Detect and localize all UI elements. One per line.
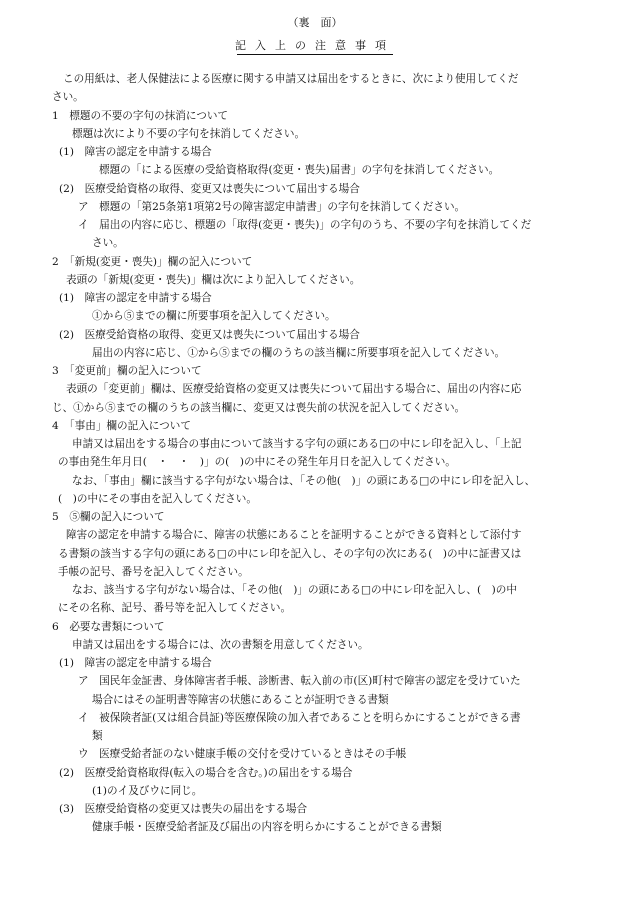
text-line: ア 国民年金証書、身体障害者手帳、診断書、転入前の市(区)町村で障害の認定を受けていた [78,675,521,687]
text-line: ( )の中にその事由を記入してください。 [58,493,257,505]
text-line: の事由発生年月日( ・ ・ )」の( )の中にその発生年月日を記入してください。 [58,456,456,468]
text-line: 健康手帳・医療受給者証及び届出の内容を明らかにすることができる書類 [92,821,442,833]
text-line: この用紙は、老人保健法による医療に関する申請又は届出をするときに、次により使用してくだ [63,73,519,85]
text-line: 場合にはその証明書等障害の状態にあることが証明できる書類 [92,694,389,706]
text-line: 届出の内容に応じ、①から⑤までの欄のうちの該当欄に所要事項を記入してください。 [92,347,506,359]
text-line: さい。 [92,237,124,249]
text-line: 表頭の「変更前」欄は、医療受給資格の変更又は喪失について届出する場合に、届出の内容に応 [66,383,522,395]
text-line: 標題の「による医療の受給資格取得(変更・喪失)届書」の字句を抹消してください。 [99,164,500,176]
text-line: ウ 医療受給者証のない健康手帳の交付を受けているときはその手帳 [78,748,407,760]
text-line: (3) 医療受給資格の変更又は喪失の届出をする場合 [59,803,308,815]
text-line: ①から⑤までの欄に所要事項を記入してください。 [92,310,336,322]
text-line: 4 「事由」欄の記入について [52,420,191,432]
text-line: (1) 障害の認定を申請する場合 [59,657,212,669]
text-line: 申請又は届出をする場合には、次の書類を用意してください。 [72,639,369,651]
text-line: なお、「事由」欄に該当する字句がない場合は、「その他( )」の頭にある□の中にレ印を記入し、 [72,475,536,487]
text-line: 5 ⑤欄の記入について [52,511,165,523]
text-line: イ 届出の内容に応じ、標題の「取得(変更・喪失)」の字句のうち、不要の字句を抹消してくだ [78,219,532,231]
text-line: 表頭の「新規(変更・喪失)」欄は次により記入してください。 [66,274,361,286]
text-line: イ 被保険者証(又は組合員証)等医療保険の加入者であることを明らかにすることができる書 [78,712,521,724]
text-line: (2) 医療受給資格の取得、変更又は喪失について届出する場合 [59,183,360,195]
text-line: (1) 障害の認定を申請する場合 [59,292,212,304]
text-line: (2) 医療受給資格取得(転入の場合を含む。)の届出をする場合 [59,767,353,779]
text-line: 申請又は届出をする場合の事由について該当する字句の頭にある□の中にレ印を記入し、「上記 [72,438,522,450]
text-line: 6 必要な書類について [52,621,165,633]
title-underline [237,54,393,55]
text-line: にその名称、記号、番号等を記入してください。 [58,602,292,614]
text-line: じ、①から⑤までの欄のうちの該当欄に、変更又は喪失前の状況を記入してください。 [52,402,466,414]
text-line: (2) 医療受給資格の取得、変更又は喪失について届出する場合 [59,329,360,341]
text-line: (1) 障害の認定を申請する場合 [59,146,212,158]
text-line: 障害の認定を申請する場合に、障害の状態にあることを証明することができる資料として添付す [66,529,522,541]
text-line: 手帳の記号、番号を記入してください。 [58,566,249,578]
text-line: (1)のイ及びウに同じ。 [92,785,203,797]
text-line: 2 「新規(変更・喪失)」欄の記入について [52,256,253,268]
page-title: 記入上の注意事項 [235,39,395,52]
text-line: なお、該当する字句がない場合は、「その他( )」の頭にある□の中にレ印を記入し、( )の中 [72,584,517,596]
text-line: 標題は次により不要の字句を抹消してください。 [72,128,306,140]
text-line: る書類の該当する字句の頭にある□の中にレ印を記入し、その字句の次にある( )の中に証書又は [58,548,522,560]
text-line: ア 標題の「第25条第1項第2号の障害認定申請書」の字句を抹消してください。 [78,201,466,213]
text-line: 類 [92,730,103,742]
text-line: さい。 [52,91,84,103]
page-side-label: （裏 面） [287,16,343,29]
text-line: 1 標題の不要の字句の抹消について [52,110,229,122]
text-line: 3 「変更前」欄の記入について [52,365,202,377]
